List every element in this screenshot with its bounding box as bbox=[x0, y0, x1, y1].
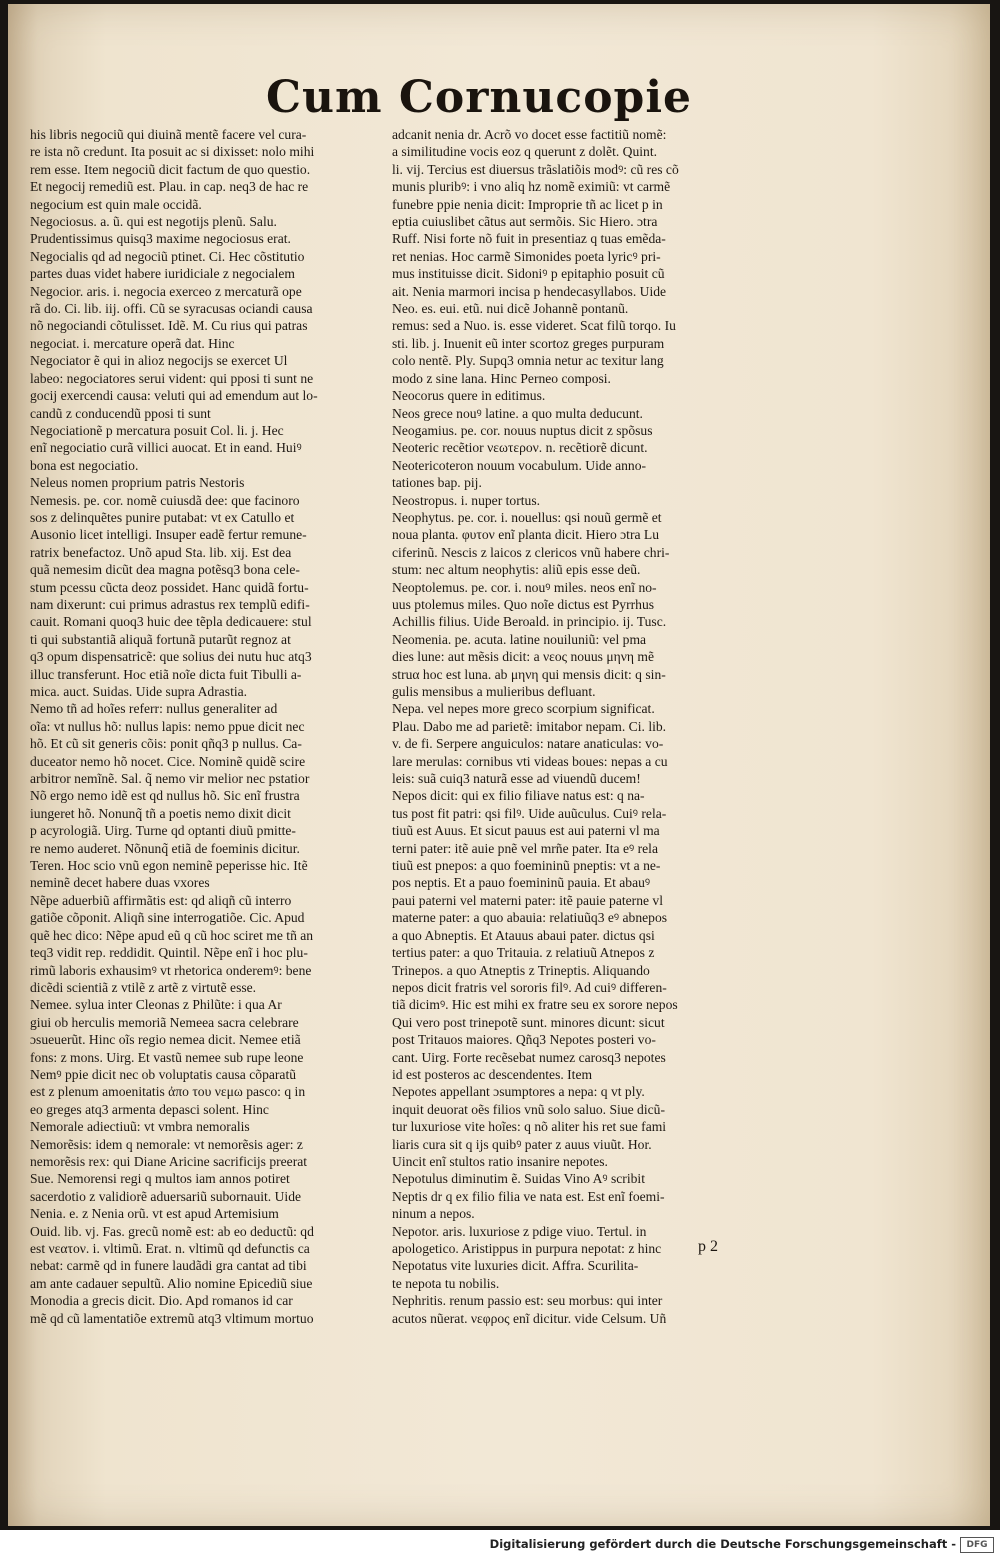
text-line: eptia cuiuslibet cãtus aut sermõis. Sic Hiero. ɔtra bbox=[392, 214, 658, 230]
text-line: colo nentẽ. Ply. Supq3 omnia netur ac texitur lang bbox=[392, 353, 664, 369]
text-line: liaris cura sit q ijs quibꝰ pater z auus viuũt. Hor. bbox=[392, 1136, 652, 1152]
text-line: negocium est quin male occidã. bbox=[30, 196, 202, 212]
text-line: rimũ laboris exhausimꝰ vt rhetorica onderemꝰ: bene bbox=[30, 962, 312, 978]
text-line: noua planta. φυτον enĩ planta dicit. Hiero ɔtra Lu bbox=[392, 527, 660, 543]
text-line: tus post fit patri: qsi filꝰ. Uide auũculus. Cuiꝰ rela- bbox=[392, 805, 667, 821]
text-line: lare merulas: cornibus vti videas boues: nepas a cu bbox=[392, 753, 668, 769]
text-line: am ante cadauer sepultũ. Alio nomine Epicediũ siue bbox=[30, 1275, 313, 1291]
text-line: leis: suã cuiq3 naturã esse ad viuendũ ducem! bbox=[392, 771, 641, 787]
text-line: ninum a nepos. bbox=[392, 1206, 475, 1222]
text-line: Negociator ẽ qui in alioz negocijs se exercet Ul bbox=[30, 353, 288, 369]
text-line: q3 opum dispensatricẽ: que solius dei nutu huc atq3 bbox=[30, 649, 312, 665]
text-line: post Tritauos maiores. Qñq3 Nepotes posteri vo- bbox=[392, 1032, 656, 1048]
text-line: candũ z conducendũ pposi ti sunt bbox=[30, 405, 211, 421]
text-line: neminẽ decet habere duas vxores bbox=[30, 875, 210, 891]
text-line: dies lune: aut mẽsis dicit: a νεος nouus μηνη mẽ bbox=[392, 649, 654, 665]
text-line: Qui vero post trinepotẽ sunt. minores dicunt: sicut bbox=[392, 1014, 665, 1030]
page-title: Cum Cornucopie bbox=[266, 72, 693, 123]
text-line: pos neptis. Et a pauo foemininũ pauia. Et abauꝰ bbox=[392, 875, 651, 891]
text-line: Trinepos. a quo Atneptis z Trineptis. Aliquando bbox=[392, 962, 650, 978]
text-line: Negocialis qd ad negociũ ptinet. Ci. Hec cõstitutio bbox=[30, 248, 305, 264]
left-column bbox=[30, 126, 390, 1327]
text-line: gatiõe cõponit. Aliqñ sine interrogatiõe. Cic. Apud bbox=[30, 910, 305, 926]
text-line: Ruff. Nisi forte nõ fuit in presentiaz q tuas emẽda- bbox=[392, 231, 666, 247]
text-line: fons: z mons. Uirg. Et vastũ nemee sub rupe leone bbox=[30, 1049, 304, 1065]
text-line: Neophytus. pe. cor. i. nouellus: qsi nouũ germẽ et bbox=[392, 509, 662, 525]
text-line: partes duas videt habere iuridiciale z negocialem bbox=[30, 266, 295, 282]
text-line: tiã dicimꝰ. Hic est mihi ex fratre seu ex sorore nepos bbox=[392, 997, 678, 1013]
text-line: v. de fi. Serpere anguiculos: natare anaticulas: vo- bbox=[392, 736, 664, 752]
text-line: materne pater: a quo abauia: relatiuũq3 eꝰ abnepos bbox=[392, 910, 668, 926]
text-line: Neos grece nouꝰ latine. a quo multa deducunt. bbox=[392, 405, 643, 421]
text-line: rem esse. Item negociũ dicit factum de quo questio. bbox=[30, 161, 311, 177]
text-line: Et negocij remediũ est. Plau. in cap. neq3 de hac re bbox=[30, 179, 309, 195]
text-line: sos z delinquẽtes punire putabat: vt ex Catullo et bbox=[30, 509, 295, 525]
text-line: tiuũ est Auus. Et sicut pauus est aui paterni vl ma bbox=[392, 823, 660, 839]
text-line: adcanit nenia dr. Acrõ vo docet esse factitiũ nomẽ: bbox=[392, 127, 667, 142]
text-line: Neocorus quere in editimus. bbox=[392, 388, 546, 404]
text-line: ret nenias. Hoc carmẽ Simonides poeta lyricꝰ pri- bbox=[392, 248, 661, 264]
text-line: Prudentissimus quisq3 maxime negociosus erat. bbox=[30, 231, 291, 247]
text-line: bona est negociatio. bbox=[30, 457, 139, 473]
signature-mark: p 2 bbox=[698, 1238, 718, 1255]
text-line: ratrix benefactoz. Unõ apud Sta. lib. xij. Est dea bbox=[30, 544, 292, 560]
text-line: terni pater: itẽ auie pnẽ vel mrñe pater. Ita eꝰ rela bbox=[392, 840, 658, 856]
text-line: Nõ ergo nemo idẽ est qd nullus hõ. Sic enĩ frustra bbox=[30, 788, 300, 804]
text-line: quã nemesim dicũt dea magna potẽsq3 bona cele- bbox=[30, 562, 300, 578]
text-line: dicẽdi scientiã z vtilẽ z artẽ z virtutẽ esse. bbox=[30, 979, 257, 995]
text-line: est νεατον. i. vltimũ. Erat. n. vltimũ qd defunctis ca bbox=[30, 1241, 310, 1256]
text-line: nepos dicit fratris vel sororis filꝰ. Ad cuiꝰ differen- bbox=[392, 979, 667, 995]
text-line: Ouid. lib. vj. Fas. grecũ nomẽ est: ab eo deductũ: qd bbox=[30, 1223, 314, 1239]
text-line: Nemꝰ ppie dicit nec ob voluptatis causa cõparatũ bbox=[30, 1066, 297, 1082]
text-line: a similitudine vocis eoz q querunt z dolẽt. Quint. bbox=[392, 144, 658, 160]
text-line: inquit deuorat oẽs filios vnũ solo saluo. Siue dicũ- bbox=[392, 1101, 665, 1117]
text-line: cant. Uirg. Forte recẽsebat numez carosq3 nepotes bbox=[392, 1049, 666, 1065]
text-line: Nemee. sylua inter Cleonas z Philũte: i qua Ar bbox=[30, 997, 282, 1013]
text-line: Nemesis. pe. cor. nomẽ cuiusdã dee: que facinoro bbox=[30, 492, 300, 508]
text-line: oĩa: vt nullus hõ: nullus lapis: nemo ppue dicit nec bbox=[30, 718, 305, 734]
text-line: re nemo auderet. Nõnunq̃ etiã de foeminis dicitur. bbox=[30, 840, 300, 856]
footer-bar bbox=[0, 1530, 1000, 1558]
text-line: uus ptolemus miles. Quo noĩe dictus est Pyrrhus bbox=[392, 596, 655, 612]
text-line: Neomenia. pe. acuta. latine nouiluniũ: vel pma bbox=[392, 631, 647, 647]
text-line: gulis mensibus a mulieribus defluant. bbox=[392, 684, 596, 699]
text-line: p acyrologiã. Uirg. Turne qd optanti diuũ pmitte- bbox=[30, 823, 296, 839]
dfg-logo: DFG bbox=[960, 1537, 994, 1553]
text-line: Nemo tñ ad hoĩes referr: nullus generaliter ad bbox=[30, 701, 278, 717]
text-line: Nepos dicit: qui ex filio filiave natus est: q na- bbox=[392, 788, 645, 804]
text-line: Achillis filius. Uide Beroald. in principio. ij. Tusc. bbox=[392, 614, 667, 630]
text-line: labeo: negociatores serui vident: qui pposi ti sunt ne bbox=[30, 370, 314, 386]
text-line: Nemorẽsis: idem q nemorale: vt nemorẽsis ager: z bbox=[30, 1136, 303, 1152]
text-line: Uincit enĩ stultos ratio insanire nepotes. bbox=[392, 1153, 608, 1169]
text-line: Nepotes appellant ɔsumptores a nepa: q vt ply. bbox=[392, 1084, 645, 1100]
text-line: Nephritis. renum passio est: seu morbus: qui inter bbox=[392, 1293, 663, 1309]
text-line: nõ negociandi cõtulisset. Idẽ. M. Cu rius qui patras bbox=[30, 318, 308, 334]
text-line: modo z sine lana. Hinc Perneo composi. bbox=[392, 370, 611, 386]
text-line: munis pluribꝰ: i vno aliq hz nomẽ eximiũ: vt carmẽ bbox=[392, 179, 671, 195]
text-line: Ausonio licet intelligi. Insuper eadẽ fertur remune- bbox=[30, 527, 307, 543]
text-line: funebre ppie nenia dicit: Improprie tñ ac licet p in bbox=[392, 196, 663, 212]
text-line: id est posteros ac descendentes. Item bbox=[392, 1066, 593, 1082]
text-line: ciferinũ. Nescis z laicos z clericos vnũ habere chri- bbox=[392, 544, 670, 560]
text-line: ɔsueuerũt. Hinc oĩs regio nemea dicit. Nemee etiã bbox=[30, 1032, 301, 1048]
text-line: Negociationẽ p mercatura posuit Col. li. j. Hec bbox=[30, 422, 284, 438]
text-line: Neptis dr q ex filio filia ve nata est. Est enĩ foemi- bbox=[392, 1188, 665, 1204]
text-line: nam dixerunt: cui primus adrastus rex templũ edifi- bbox=[30, 596, 310, 612]
text-line: Neoteric recẽtior νεωτερον. n. recẽtiorẽ dicunt. bbox=[392, 440, 648, 456]
text-line: duceator nemo hõ nocet. Cice. Nominẽ quidẽ scire bbox=[30, 753, 306, 769]
text-line: mica. auct. Suidas. Uide supra Adrastia. bbox=[30, 684, 248, 699]
text-line: Nemorale adiectiuũ: vt vmbra nemoralis bbox=[30, 1119, 250, 1135]
text-line: enĩ negociatio curã villici auocat. Et in eand. Huiꝰ bbox=[30, 440, 302, 456]
text-line: his libris negociũ qui diuinã mentẽ facere vel cura- bbox=[30, 127, 307, 142]
text-line: ti qui substantiã aliquã fortunã putarũt regnoz at bbox=[30, 631, 291, 647]
text-line: Neostropus. i. nuper tortus. bbox=[392, 492, 541, 508]
book-page bbox=[8, 4, 990, 1526]
text-line: stum pcessu cũcta deoz possidet. Hanc quidã fortu- bbox=[30, 579, 309, 595]
text-line: teq3 vidit rep. reddidit. Quintil. Nẽpe enĩ i hoc plu- bbox=[30, 945, 308, 961]
text-line: est z plenum amoenitatis ἀπο του νεμω pasco: q in bbox=[30, 1084, 306, 1100]
text-line: Teren. Hoc scio vnũ egon neminẽ peperisse hic. Itẽ bbox=[30, 858, 308, 874]
funding-note: Digitalisierung gefördert durch die Deutsche Forschungsgemeinschaft - bbox=[489, 1537, 956, 1551]
text-line: li. vij. Tercius est diuersus trãslatiõis modꝰ: cũ res cõ bbox=[392, 161, 679, 177]
text-line: Neo. es. eui. etũ. nui dicẽ Johannẽ pontanũ. bbox=[392, 301, 629, 317]
text-line: hõ. Et cũ sit generis cõis: ponit qñq3 p nullus. Ca- bbox=[30, 736, 302, 752]
text-line: te nepota tu nobilis. bbox=[392, 1275, 500, 1291]
text-line: arbitror nemĩnẽ. Sal. q̃ nemo vir melior nec pstatior bbox=[30, 771, 310, 787]
text-line: giui ob herculis memoriã Nemeea sacra celebrare bbox=[30, 1014, 299, 1030]
text-line: sti. lib. j. Inuenit eũ inter scortoz greges purpuram bbox=[392, 335, 665, 351]
text-line: illuc transferunt. Hoc etiã noĩe dicta fuit Tibulli a- bbox=[30, 666, 302, 682]
text-line: remus: sed a Nuo. is. esse videret. Scat filũ torqo. Iu bbox=[392, 318, 676, 334]
text-line: Negociosus. a. ũ. qui est negotijs plenũ. Salu. bbox=[30, 214, 277, 230]
text-line: eo greges atq3 armenta depasci solent. Hinc bbox=[30, 1101, 269, 1117]
text-line: quẽ hec dico: Nẽpe apud eũ q cũ hoc sciret me tñ an bbox=[30, 927, 314, 943]
text-line: stum: nec altum neophytis: aliũ epis esse deũ. bbox=[392, 562, 641, 578]
text-line: Monodia a grecis dicit. Dio. Apd romanos id car bbox=[30, 1293, 293, 1309]
text-line: struα hoc est luna. ab μηνη qui mensis dicit: q sin- bbox=[392, 666, 666, 682]
text-line: gocij exercendi causa: veluti qui ad emendum aut lo- bbox=[30, 388, 318, 404]
text-line: Nepa. vel nepes more greco scorpium significat. bbox=[392, 701, 655, 717]
text-line: Neogamius. pe. cor. nouus nuptus dicit z spõsus bbox=[392, 422, 653, 438]
text-line: Neleus nomen proprium patris Nestoris bbox=[30, 475, 245, 491]
text-line: Negocior. aris. i. negocia exerceo z mercaturã ope bbox=[30, 283, 302, 299]
text-line: negociat. i. mercature operã dat. Hinc bbox=[30, 335, 235, 351]
text-line: cauit. Romani quoq3 huic dee tẽpla dedicauere: stul bbox=[30, 614, 312, 630]
text-line: Plau. Dabo me ad parietẽ: imitabor nepam. Ci. lib. bbox=[392, 718, 667, 734]
text-line: apologetico. Aristippus in purpura nepotat: z hinc bbox=[392, 1241, 662, 1256]
text-line: a quo Abneptis. Et Atauus abaui pater. dictus qsi bbox=[392, 927, 655, 943]
text-line: rã do. Ci. lib. iij. offi. Cũ se syracusas ociandi causa bbox=[30, 301, 313, 317]
text-line: Nẽpe aduerbiũ affirmãtis est: qd aliqñ cũ interro bbox=[30, 892, 292, 908]
text-line: re ista nõ credunt. Ita posuit ac si dixisset: nolo mihi bbox=[30, 144, 315, 160]
text-line: tertius pater: a quo Tritauia. z relatiuũ Atnepos z bbox=[392, 945, 655, 961]
right-column bbox=[392, 126, 754, 1327]
text-line: mus instituisse dicit. Sidoniꝰ p epitaphio posuit cũ bbox=[392, 266, 665, 282]
text-line: Nepotulus diminutim ẽ. Suidas Vino Aꝰ scribit bbox=[392, 1171, 645, 1187]
text-line: mẽ qd cũ lamentatiõe extremũ atq3 vltimum mortuo bbox=[30, 1310, 314, 1326]
text-line: tur luxuriose vite hoĩes: q nõ aliter his ret sue fami bbox=[392, 1119, 667, 1135]
text-line: tationes bap. pij. bbox=[392, 475, 482, 491]
text-line: Nepotor. aris. luxuriose z pdige viuo. Tertul. in bbox=[392, 1223, 647, 1239]
text-line: Neoptolemus. pe. cor. i. nouꝰ miles. neos enĩ no- bbox=[392, 579, 657, 595]
text-line: Nepotatus vite luxuries dicit. Affra. Scurilita- bbox=[392, 1258, 639, 1274]
text-line: Nenia. e. z Nenia orũ. vt est apud Artemisium bbox=[30, 1206, 279, 1222]
text-line: paui paterni vel materni pater: itẽ pauie paterne vl bbox=[392, 892, 663, 908]
text-line: Neotericoteron nouum vocabulum. Uide anno- bbox=[392, 457, 647, 473]
text-line: tiuũ est pnepos: a quo foemininũ pneptis: vt a ne- bbox=[392, 858, 661, 874]
text-line: ait. Nenia marmori incisa p hendecasyllabos. Uide bbox=[392, 283, 667, 299]
text-line: nebat: carmẽ qd in funere laudãdi gra cantat ad tibi bbox=[30, 1258, 307, 1274]
text-line: sacerdotio z validiorẽ aduersariũ subornauit. Uide bbox=[30, 1188, 302, 1204]
text-line: nemorẽsis rex: qui Diane Aricine sacrificijs preerat bbox=[30, 1153, 308, 1169]
text-line: acutos nũerat. νεφρος enĩ dicitur. vide Celsum. Uñ bbox=[392, 1310, 667, 1326]
text-line: Sue. Nemorensi regi q multos iam annos potiret bbox=[30, 1171, 290, 1187]
text-line: iungeret hõ. Nonunq̃ tñ a poetis nemo dixit dicit bbox=[30, 805, 291, 821]
